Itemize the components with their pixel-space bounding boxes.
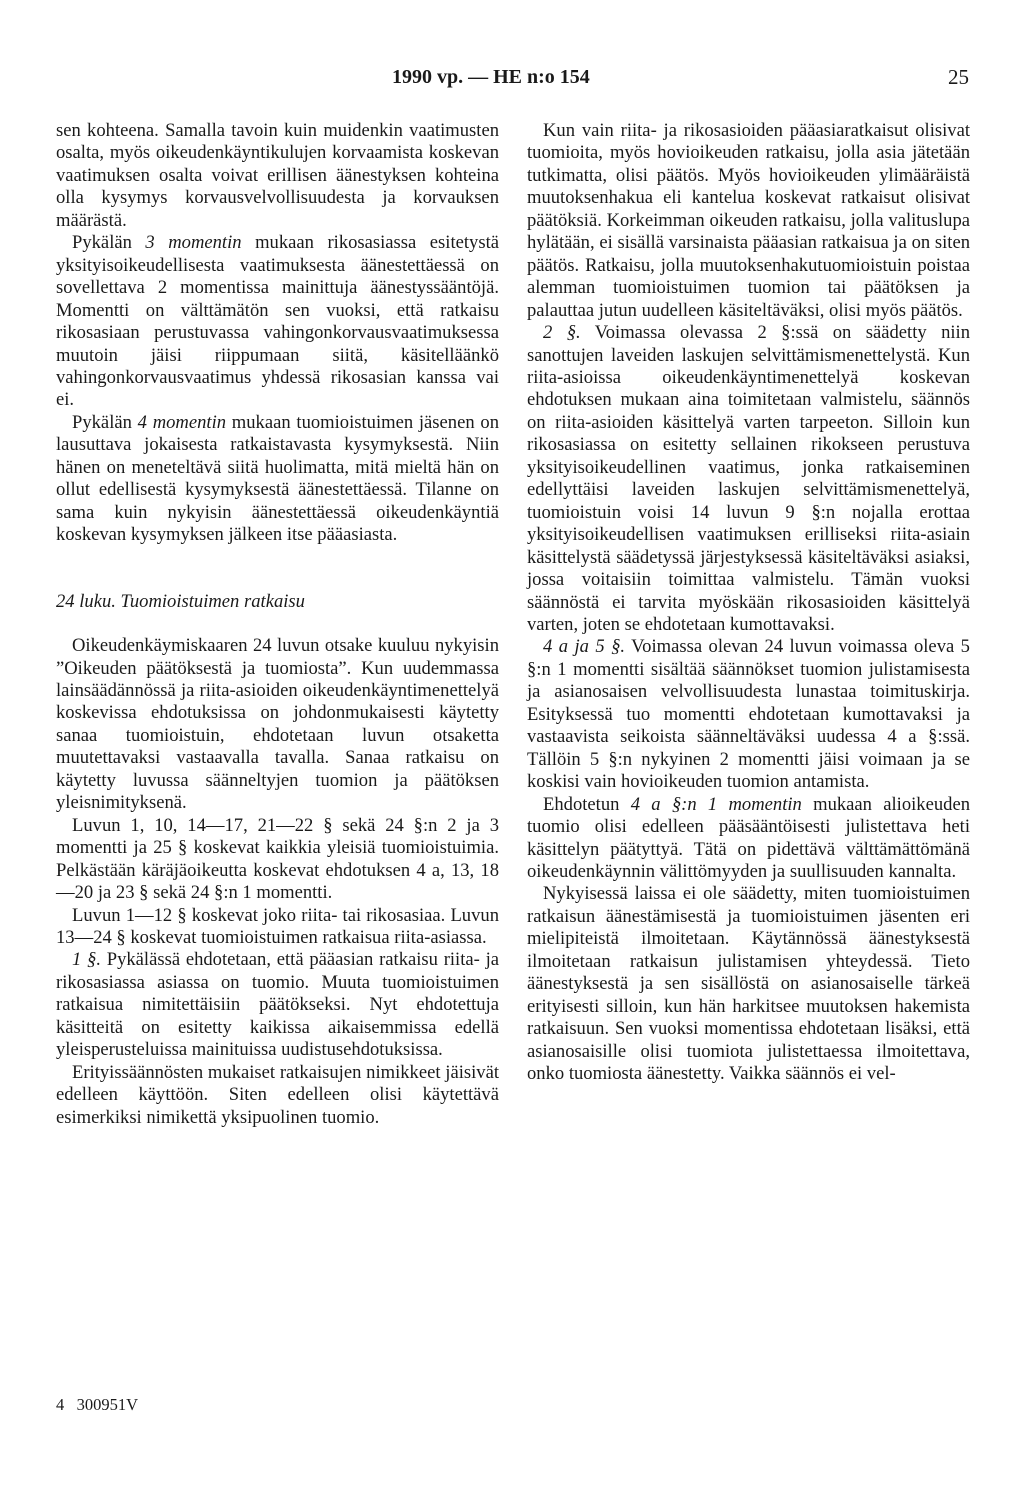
emphasis: 2 §.: [543, 322, 581, 344]
paragraph-text: Pykälän: [72, 411, 138, 433]
emphasis: 4 a ja 5 §.: [543, 636, 626, 658]
paragraph-text: Ehdotetun: [543, 793, 631, 815]
paragraph: Nykyisessä laissa ei ole säädetty, miten tuomioistuimen ratkaisun äänestämisestä ja tuomioistuimen jäsenten eri mielipiteistä ilmoitetaan. Käytännössä äänestyksestä ilmoitetaan ratkaisun julistamisen yhteydessä. Tieto äänestyksestä ja sen sisällöstä on asianosaiselle tärkeä erityisesti silloin, kun hän harkitsee muutoksen hakemista ratkaisuun. Sen vuoksi momentissa ehdotetaan lisäksi, että asianosaisille olisi tuomiota julistettaessa ilmoitettava, onko tuomiosta äänestetty. Vaikka säännös ei vel-: [527, 883, 970, 1085]
section-heading-text: 24 luku. Tuomioistuimen ratkaisu: [56, 590, 305, 612]
paragraph: [56, 232, 499, 412]
paragraph: Luvun 1, 10, 14—17, 21—22 § sekä 24 §:n 2 ja 3 momentti ja 25 § koskevat kaikkia yleisiä tuomioistuimia. Pelkästään käräjäoikeutta koskevat ehdotuksen 4 a, 13, 18—20 ja 23 § sekä 24 §:n 1 momentti.: [56, 814, 499, 904]
paragraph: Luvun 1—12 § koskevat joko riita- tai rikosasiaa. Luvun 13—24 § koskevat tuomioistuimen ratkaisua riita-asiassa.: [56, 904, 499, 948]
paragraph-text: Pykälän: [72, 232, 146, 254]
paragraph: Kun vain riita- ja rikosasioiden pääasiaratkaisut olisivat tuomioita, myös hovioikeuden ratkaisu, jolla asia jätetään tutkimatta, olisi päätös. Myös hovioikeuden ylimääräistä muutoksenhakua eli kantelua koskevat ratkaisut olisivat päätöksiä. Korkeimman oikeuden ratkaisu, jolla valituslupa hylätään, ei sisällä varsinaista pääasian ratkaisua ja on siten päätös. Ratkaisu, jolla muutoksenhakutuomioistuin poistaa alemman tuomioistuimen tuomion tai päätöksen ja palauttaa jutun uudelleen käsiteltäväksi, olisi myös päätös.: [527, 120, 970, 321]
paragraph-text: mukaan alioikeuden tuomio olisi edelleen pääsääntöisesti julistettava heti käsittelyn päätyttyä. Tätä on pidettävä välttämättömänä oikeudenkäynnin välittömyyden ja suullisuuden kannalta.: [527, 793, 970, 882]
running-header: [0, 62, 1024, 92]
paragraph: [56, 412, 499, 547]
emphasis: 3 momentin: [145, 232, 242, 254]
paragraph: [527, 322, 970, 636]
paragraph-text: mukaan rikosasiassa esitetystä yksityisoikeudellisesta vaatimuksesta äänestettäessä on sovellettava 2 momentissa mainittuja äänestyssääntöjä. Momentti on välttämätön sen vuoksi, että ratkaisu rikosasiaan perustuvassa vahingonkorvausvaatimuksessa muutoin jäisi riippumaan siitä, käsitelläänkö vahingonkorvausvaatimus yhdessä rikosasian kanssa vai ei.: [56, 232, 499, 411]
emphasis: 4 momentin: [137, 411, 227, 433]
paragraph: [527, 794, 970, 884]
left-column: [56, 120, 499, 1129]
footer-code: 4 300951V: [56, 1395, 139, 1414]
paragraph: [527, 636, 970, 793]
emphasis: 1 §.: [72, 949, 101, 971]
paragraph-text: Voimassa olevassa 2 §:ssä on säädetty niin sanottujen laveiden laskujen selvittämismenettelystä. Kun riita-asioissa oikeudenkäyntimenettelyä koskevan ehdotuksen mukaan aina toimitetaan valmistelu, säännös on riita-asioiden käsittelyä varten tarpeeton. Silloin kun rikosasiassa on esitetty sellainen rikokseen perustuva yksityisoikeudellinen vaatimus, jonka ratkaiseminen edellyttäisi laveiden laskujen selvittämismenettelyä, tuomioistuin voisi 14 luvun 9 §:n nojalla erottaa yksityisoikeudellisen vaatimuksen erilliseksi riita-asiain käsittelystä säädetyssä järjestyksessä käsiteltäväksi asiaksi, jossa voitaisiin toimittaa valmistelu. Tämän vuoksi säännöstä ei tarvita myöskään rikosasioiden käsittelyä varten, joten se ehdotetaan kumottavaksi.: [527, 322, 970, 635]
paragraph: sen kohteena. Samalla tavoin kuin muidenkin vaatimusten osalta, myös oikeudenkäyntikulujen korvaamista koskevan vaatimuksen osalta voivat erillisen äänestyksen kohteina olla kysymys korvausvelvollisuudesta ja korvauksen määrästä.: [56, 120, 499, 231]
right-column: [527, 120, 970, 1085]
header-title: 1990 vp. — HE n:o 154: [392, 66, 590, 88]
page-number: 25: [948, 65, 969, 89]
paragraph: Erityissäännösten mukaiset ratkaisujen nimikkeet jäisivät edelleen käyttöön. Siten edelleen olisi käytettävä esimerkiksi nimikettä yksipuolinen tuomio.: [56, 1061, 499, 1128]
emphasis: 4 a §:n 1 momentin: [630, 793, 802, 815]
paragraph-text: mukaan tuomioistuimen jäsenen on lausuttava jokaisesta ratkaistavasta kysymyksestä. Niin hänen on meneteltävä siitä huolimatta, mitä mieltä hän on ollut edellisestä kysymyksestä äänestettäessä. Tilanne on sama kuin nykyisin äänestettäessä oikeudenkäyntiä koskevan kysymyksen jälkeen itse pääasiasta.: [56, 411, 499, 546]
paragraph-text: Pykälässä ehdotetaan, että pääasian ratkaisu riita- ja rikosasiassa asiassa on tuomio. Muuta tuomioistuimen ratkaisua nimitettäisiin päätökseksi. Nyt ehdotettuja käsitteitä on esitetty kaikissa aikaisemmissa edellä yleisperusteluissa mainituissa uudistusehdotuksissa.: [56, 949, 500, 1061]
paragraph-text: Voimassa olevan 24 luvun voimassa oleva 5 §:n 1 momentti sisältää säännökset tuomion julistamisesta ja asianosaisen velvollisuudesta lunastaa toimituskirja. Esityksessä tuo momentti ehdotetaan kumottavaksi ja vastaavista seikoista säänneltäväksi uudessa 4 a §:ssä. Tällöin 5 §:n nykyinen 2 momentti jäisi voimaan ja se koskisi vain hovioikeuden tuomion antamista.: [527, 636, 970, 793]
paragraph: [56, 949, 499, 1061]
section-heading: [56, 591, 499, 613]
paragraph: Oikeudenkäymiskaaren 24 luvun otsake kuuluu nykyisin ”Oikeuden päätöksestä ja tuomiosta”. Kun uudemmassa lainsäädännössä ja riita-asioiden oikeudenkäyntimenettelyä koskevissa ehdotuksissa on johdonmukaisesti käytetty sanaa tuomioistuin, ehdotetaan luvun otsaketta muutettavaksi vastaavalla tavalla. Sanaa ratkaisu on käytetty luvussa säänneltyjen tuomion ja päätöksen yleisnimityksenä.: [56, 635, 499, 814]
